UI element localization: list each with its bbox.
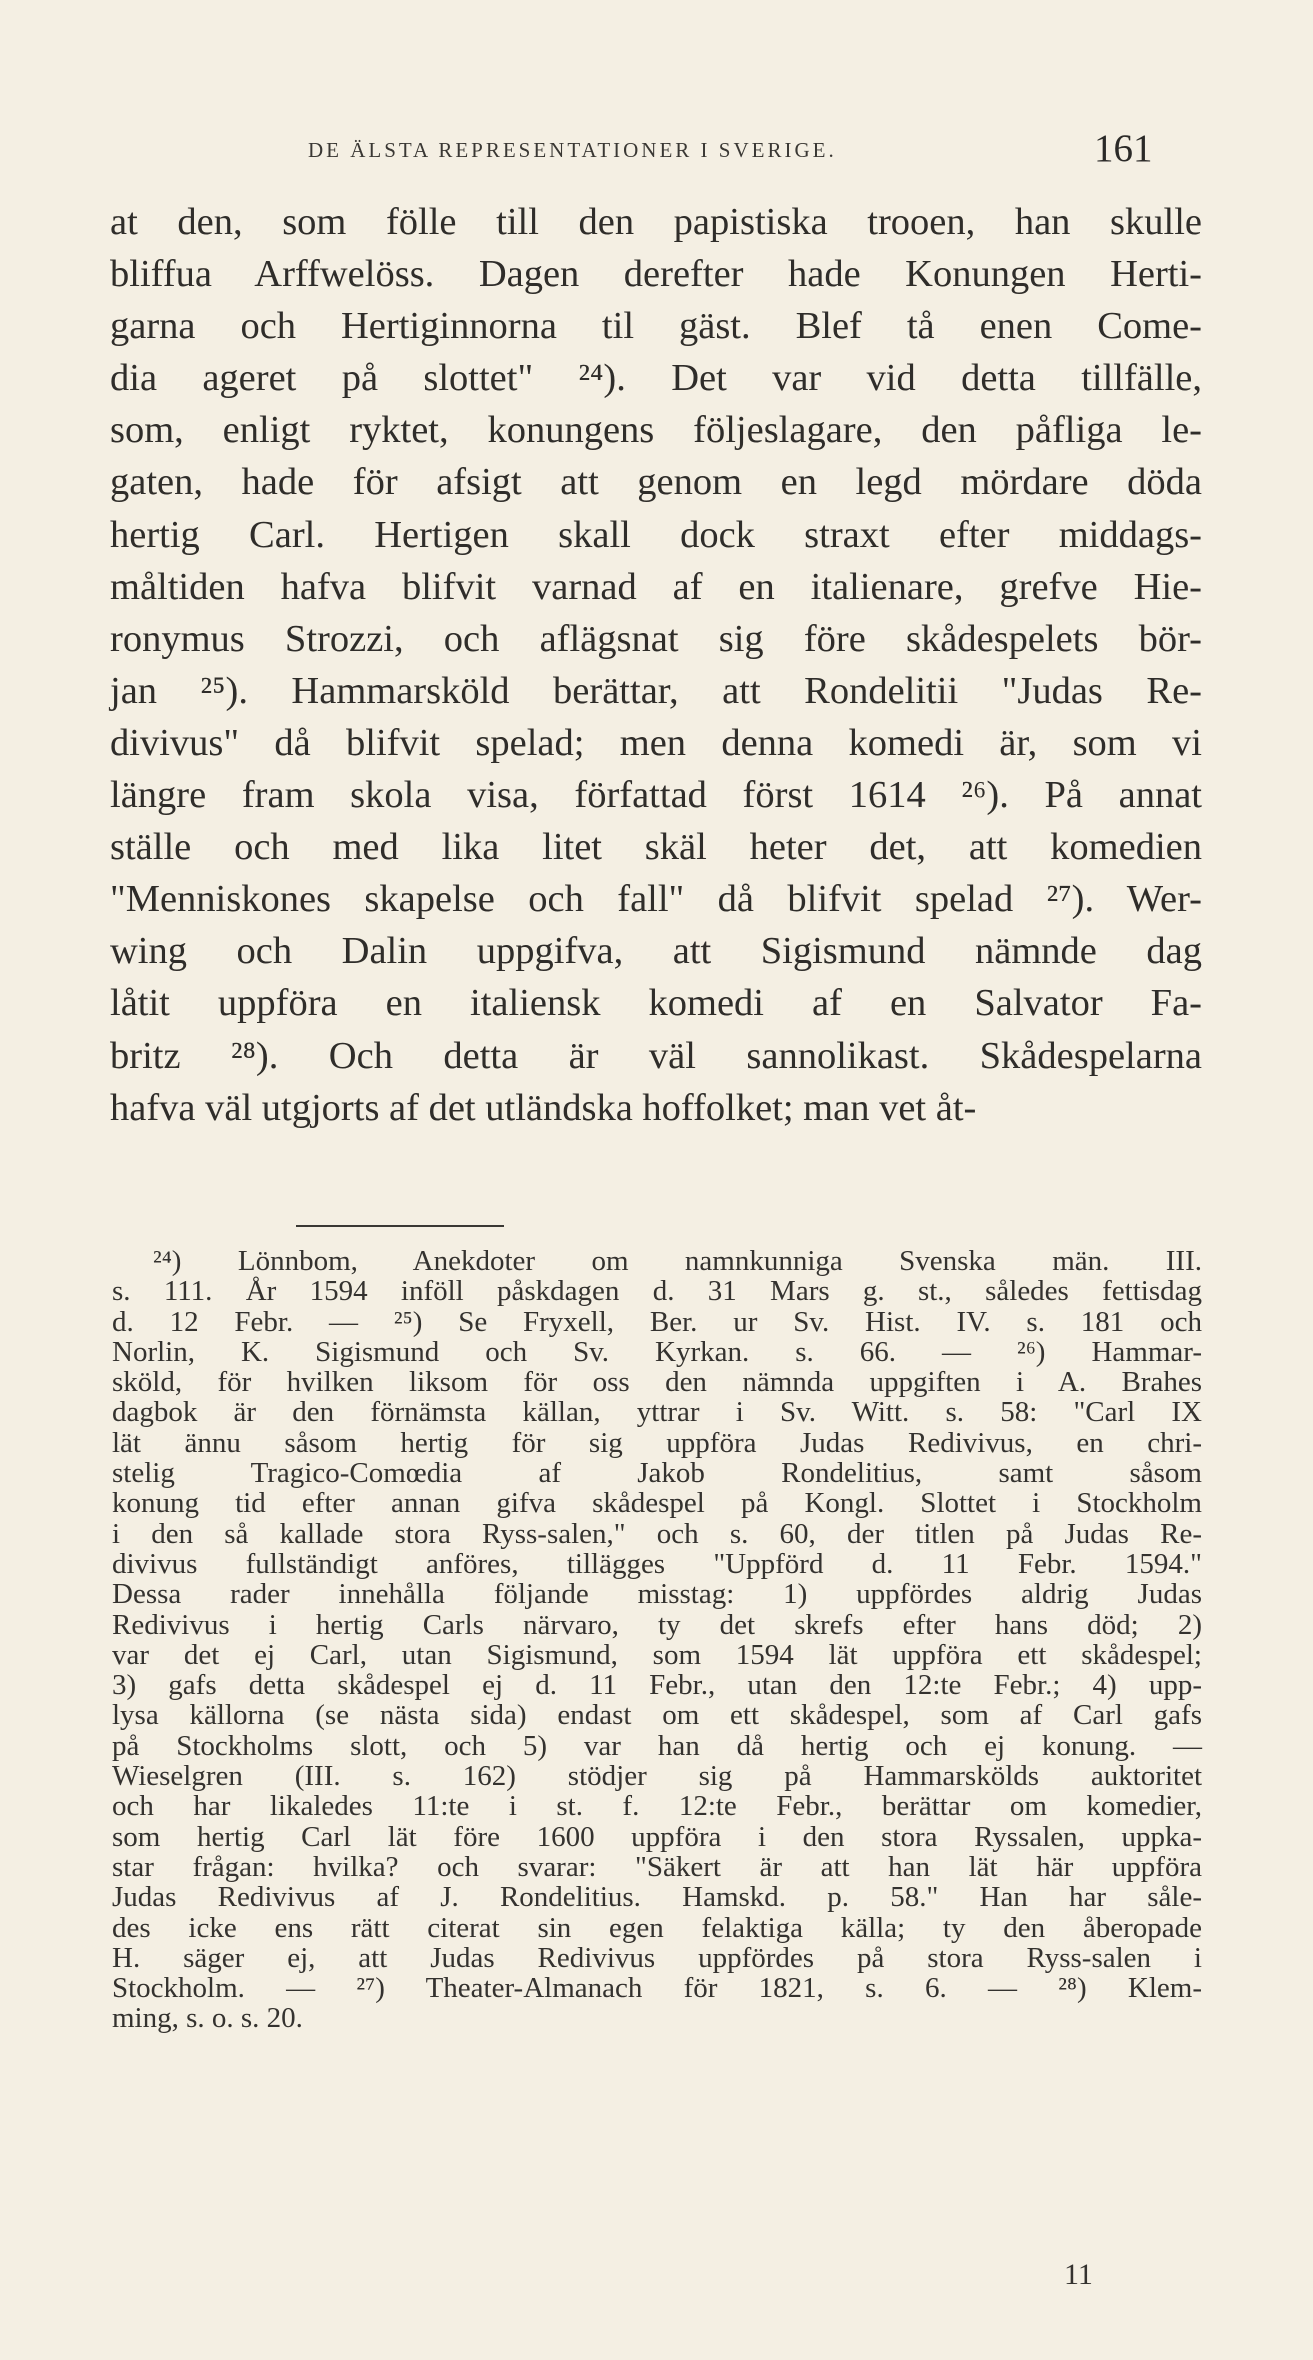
text-line: wing och Dalin uppgifva, att Sigismund nämnde dag (110, 930, 1202, 973)
footnote-line: dagbok är den förnämsta källan, yttrar i Sv. Witt. s. 58: "Carl IX (112, 1396, 1202, 1429)
footnote-line: ming, s. o. s. 20. (112, 2002, 303, 2035)
footnote-line: Judas Redivivus af J. Rondelitius. Hamskd. p. 58." Han har såle- (112, 1881, 1202, 1914)
footnote-line: d. 12 Febr. — ²⁵) Se Fryxell, Ber. ur Sv. Hist. IV. s. 181 och (112, 1305, 1202, 1338)
footnote-line: lät ännu såsom hertig för sig uppföra Judas Redivivus, en chri- (112, 1426, 1202, 1459)
footnote-line: sköld, för hvilken liksom för oss den nämnda uppgiften i A. Brahes (112, 1366, 1202, 1399)
footnote-line: Norlin, K. Sigismund och Sv. Kyrkan. s. 66. — ²⁶) Hammar- (112, 1335, 1202, 1368)
footnote-line: Dessa rader innehålla följande misstag: 1) uppfördes aldrig Judas (112, 1578, 1202, 1611)
footnotes (112, 1246, 1202, 2034)
text-line: hertig Carl. Hertigen skall dock straxt efter middags- (110, 513, 1202, 556)
footnote-line: 3) gafs detta skådespel ej d. 11 Febr., utan den 12:te Febr.; 4) upp- (112, 1669, 1202, 1702)
footnote-separator-rule (296, 1225, 504, 1227)
text-line: jan ²⁵). Hammarsköld berättar, att Rondelitii "Judas Re- (110, 669, 1202, 712)
text-line: garna och Hertiginnorna til gäst. Blef tå enen Come- (110, 305, 1202, 348)
text-line: britz ²⁸). Och detta är väl sannolikast. Skådespelarna (110, 1034, 1202, 1077)
footnote-line: på Stockholms slott, och 5) var han då hertig och ej konung. — (112, 1729, 1202, 1762)
text-line: låtit uppföra en italiensk komedi af en Salvator Fa- (110, 982, 1202, 1025)
footnote-line: divivus fullständigt anföres, tillägges "Uppförd d. 11 Febr. 1594." (112, 1547, 1202, 1580)
text-line: at den, som fölle till den papistiska trooen, han skulle (110, 201, 1202, 243)
footnote-line: i den så kallade stora Ryss-salen," och s. 60, der titlen på Judas Re- (112, 1517, 1202, 1550)
page-header (0, 127, 1313, 172)
text-line: ställe och med lika litet skäl heter det, att komedien (110, 826, 1202, 869)
text-line: måltiden hafva blifvit varnad af en italienare, grefve Hie- (110, 565, 1202, 608)
footnote-line: star frågan: hvilka? och svarar: "Säkert är att han lät här uppföra (112, 1850, 1202, 1883)
footnote-line: Redivivus i hertig Carls närvaro, ty det skrefs efter hans död; 2) (112, 1608, 1202, 1641)
text-line: divivus" då blifvit spelad; men denna komedi är, som vi (110, 721, 1202, 764)
running-title: DE ÄLSTA REPRESENTATIONER I SVERIGE. (308, 138, 837, 162)
footnote-line: Stockholm. — ²⁷) Theater-Almanach för 1821, s. 6. — ²⁸) Klem- (112, 1972, 1202, 2005)
footnote-line: Wieselgren (III. s. 162) stödjer sig på Hammarskölds auktoritet (112, 1760, 1202, 1793)
text-line: hafva väl utgjorts af det utländska hoffolket; man vet åt- (110, 1086, 977, 1129)
text-line: dia ageret på slottet" ²⁴). Det var vid detta tillfälle, (110, 357, 1202, 400)
footnote-line: och har likaledes 11:te i st. f. 12:te Febr., berättar om komedier, (112, 1790, 1202, 1823)
footnote-line: s. 111. År 1594 inföll påskdagen d. 31 Mars g. st., således fettisdag (112, 1275, 1202, 1308)
text-line: bliffua Arffwelöss. Dagen derefter hade Konungen Herti- (110, 253, 1202, 296)
footnote-line: som hertig Carl lät före 1600 uppföra i den stora Ryssalen, uppka- (112, 1820, 1202, 1853)
text-line: som, enligt ryktet, konungens följeslagare, den påfliga le- (110, 409, 1202, 452)
footnote-line: stelig Tragico-Comœdia af Jakob Rondelitius, samt såsom (112, 1457, 1202, 1490)
footnote-line: des icke ens rätt citerat sin egen felaktiga källa; ty den åberopade (112, 1911, 1202, 1944)
text-line: längre fram skola visa, författad först 1614 ²⁶). På annat (110, 774, 1202, 817)
signature-mark: 11 (1064, 2258, 1093, 2291)
footnote-line: lysa källorna (se nästa sida) endast om ett skådespel, som af Carl gafs (112, 1699, 1202, 1732)
footnote-line: ²⁴) Lönnbom, Anekdoter om namnkunniga Svenska män. III. (153, 1245, 1202, 1277)
footnote-line: konung tid efter annan gifva skådespel på Kongl. Slottet i Stockholm (112, 1487, 1202, 1520)
page-number: 161 (1094, 127, 1153, 170)
text-line: ronymus Strozzi, och aflägsnat sig före skådespelets bör- (110, 617, 1202, 660)
text-line: "Menniskones skapelse och fall" då blifvit spelad ²⁷). Wer- (110, 878, 1202, 921)
main-text (110, 196, 1202, 1134)
text-line: gaten, hade för afsigt att genom en legd mördare döda (110, 461, 1202, 504)
footnote-line: H. säger ej, att Judas Redivivus uppfördes på stora Ryss-salen i (112, 1941, 1202, 1974)
footnote-line: var det ej Carl, utan Sigismund, som 1594 lät uppföra ett skådespel; (112, 1638, 1202, 1671)
